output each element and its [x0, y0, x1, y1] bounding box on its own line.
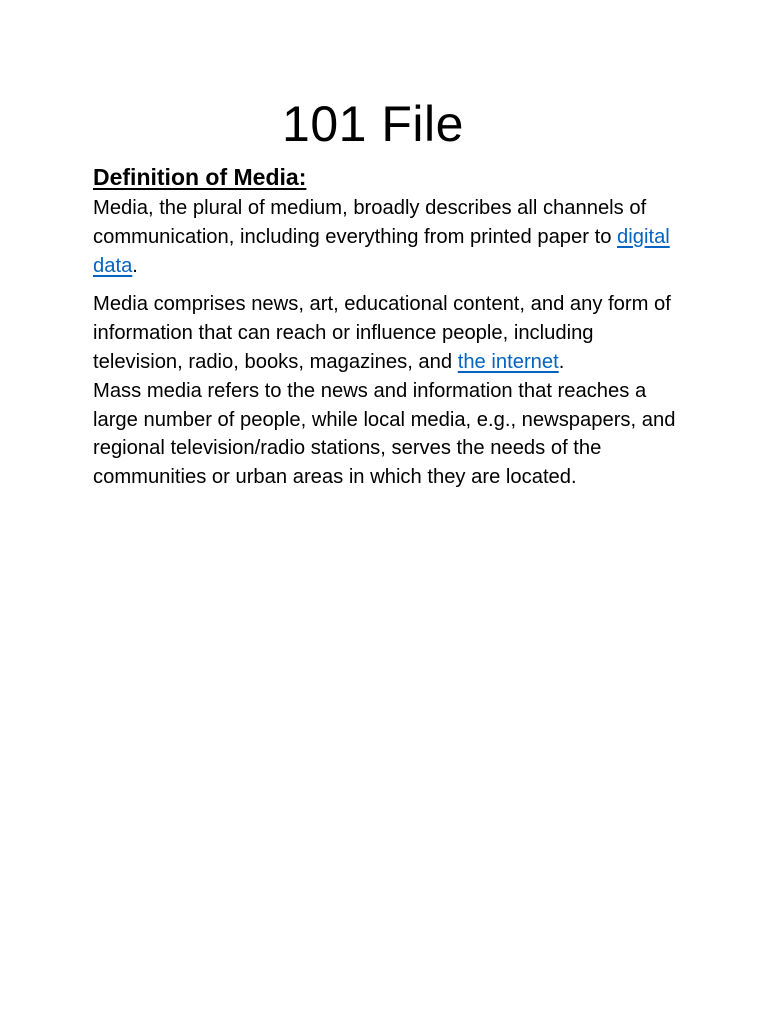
paragraph-media-definition — [93, 194, 678, 280]
paragraph-text: Media, the plural of medium, broadly describes all channels of communication, including everything from printed paper to — [93, 197, 647, 248]
document-body — [93, 160, 678, 492]
section-heading: Definition of Media: — [93, 164, 307, 190]
paragraph-text-end: . — [558, 350, 565, 373]
digital-data-link[interactable]: digital data — [93, 225, 670, 277]
document-title: 101 File — [282, 96, 464, 152]
paragraph-text-end: . — [132, 254, 138, 277]
the-internet-link[interactable]: the internet — [457, 350, 559, 373]
paragraph-mass-media: Mass media refers to the news and information that reaches a large number of people, while local media, e.g., newspapers, and regional television/radio stations, serves the needs of the communities or urban areas in which they are located. — [93, 379, 676, 489]
paragraph-media-comprises — [93, 290, 678, 376]
paragraph-text: Media comprises news, art, educational content, and any form of information that can reach or influence people, including television, radio, books, magazines, and — [93, 293, 671, 373]
